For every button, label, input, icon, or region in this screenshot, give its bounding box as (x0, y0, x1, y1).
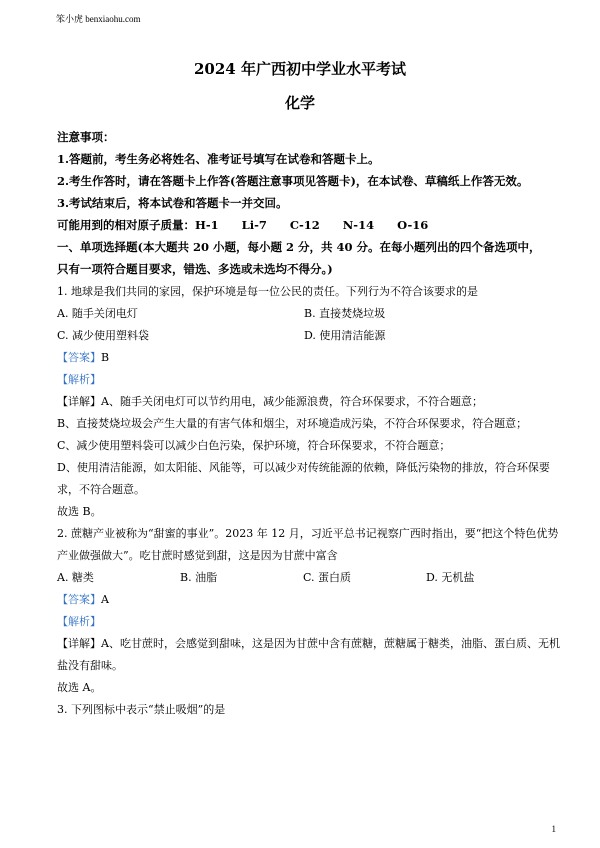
section-heading-line-2: 只有一项符合题目要求，错选、多选或未选均不得分。) (57, 262, 333, 276)
q2-answer (57, 592, 551, 607)
q2-stem-line-1: 2. 蔗糖产业被称为“甜蜜的事业”。2023 年 12 月，习近平总书记视察广西时指出，要“把这个特色优势 (57, 527, 559, 540)
q1-option-a: A. 随手关闭电灯 (57, 307, 138, 320)
note-item-1: 1.答题前，考生务必将姓名、准考证号填写在试卷和答题卡上。 (57, 152, 380, 166)
q2-option-c: C. 蛋白质 (303, 571, 352, 584)
note-item-2: 2.考生作答时，请在答题卡上作答(答题注意事项见答题卡)，在本试卷、草稿纸上作答无效。 (57, 174, 529, 188)
q2-options-row (57, 570, 551, 585)
site-watermark: 笨小虎 benxiaohu.com (56, 14, 141, 24)
q1-answer (57, 350, 551, 365)
q2-detail-text-a: A、吃甘蔗时，会感觉到甜味，这是因为甘蔗中含有蔗糖，蔗糖属于糖类，油脂、蛋白质、无机 (101, 637, 560, 650)
document-body (57, 130, 560, 724)
q2-answer-value: A (101, 593, 109, 606)
q1-detail-line-5: 求，不符合题意。 (57, 483, 145, 496)
q1-detail-line-2: B、直接焚烧垃圾会产生大量的有害气体和烟尘，对环境造成污染，不符合环保要求，符合题意； (57, 417, 528, 430)
detail-tag: 【详解】 (57, 395, 101, 408)
notes-heading: 注意事项： (57, 130, 115, 144)
q1-option-b: B. 直接焚烧垃圾 (304, 307, 386, 320)
q2-detail-line-1 (57, 636, 560, 651)
q1-analysis (57, 372, 551, 387)
answer-tag: 【答案】 (57, 593, 101, 606)
q1-detail-line-3: C、减少使用塑料袋可以减少白色污染，保护环境，符合环保要求，不符合题意； (57, 439, 451, 452)
q1-options-row-1 (57, 306, 551, 321)
q1-stem: 1. 地球是我们共同的家园，保护环境是每一位公民的责任。下列行为不符合该要求的是 (57, 285, 478, 298)
analysis-tag: 【解析】 (57, 615, 101, 628)
atomic-masses: 可能用到的相对原子质量：H-1 Li-7 C-12 N-14 O-16 (57, 218, 429, 232)
detail-tag: 【详解】 (57, 637, 101, 650)
q2-stem-line-2: 产业做强做大”。吃甘蔗时感觉到甜，这是因为甘蔗中富含 (57, 549, 338, 562)
q2-analysis (57, 614, 551, 629)
q3-stem: 3. 下列图标中表示“禁止吸烟”的是 (57, 703, 226, 716)
q2-choice: 故选 A。 (57, 681, 102, 694)
page-number: 1 (551, 824, 556, 834)
q2-option-a: A. 糖类 (57, 571, 94, 584)
section-heading-line-1: 一、单项选择题(本大题共 20 小题，每小题 2 分，共 40 分。在每小题列出的四个备选项中， (57, 240, 541, 254)
page-title: 2024 年广西初中学业水平考试 (194, 60, 406, 78)
q1-detail-line-4: D、使用清洁能源，如太阳能、风能等，可以减少对传统能源的依赖，降低污染物的排放，符合环保要 (57, 461, 550, 474)
analysis-tag: 【解析】 (57, 373, 101, 386)
q1-options-row-2 (57, 328, 551, 343)
q2-option-d: D. 无机盐 (426, 571, 475, 584)
q1-option-d: D. 使用清洁能源 (304, 329, 386, 342)
q1-answer-value: B (101, 351, 110, 364)
note-item-3: 3.考试结束后，将本试卷和答题卡一并交回。 (57, 196, 288, 210)
subject-title: 化学 (284, 94, 315, 112)
q1-detail-line-1 (57, 394, 551, 409)
q1-choice: 故选 B。 (57, 505, 102, 518)
q1-option-c: C. 减少使用塑料袋 (57, 329, 150, 342)
answer-tag: 【答案】 (57, 351, 101, 364)
q2-option-b: B. 油脂 (180, 571, 218, 584)
q1-detail-text-a: A、随手关闭电灯可以节约用电，减少能源浪费，符合环保要求，不符合题意； (101, 395, 483, 408)
q2-detail-line-2: 盐没有甜味。 (57, 659, 123, 672)
